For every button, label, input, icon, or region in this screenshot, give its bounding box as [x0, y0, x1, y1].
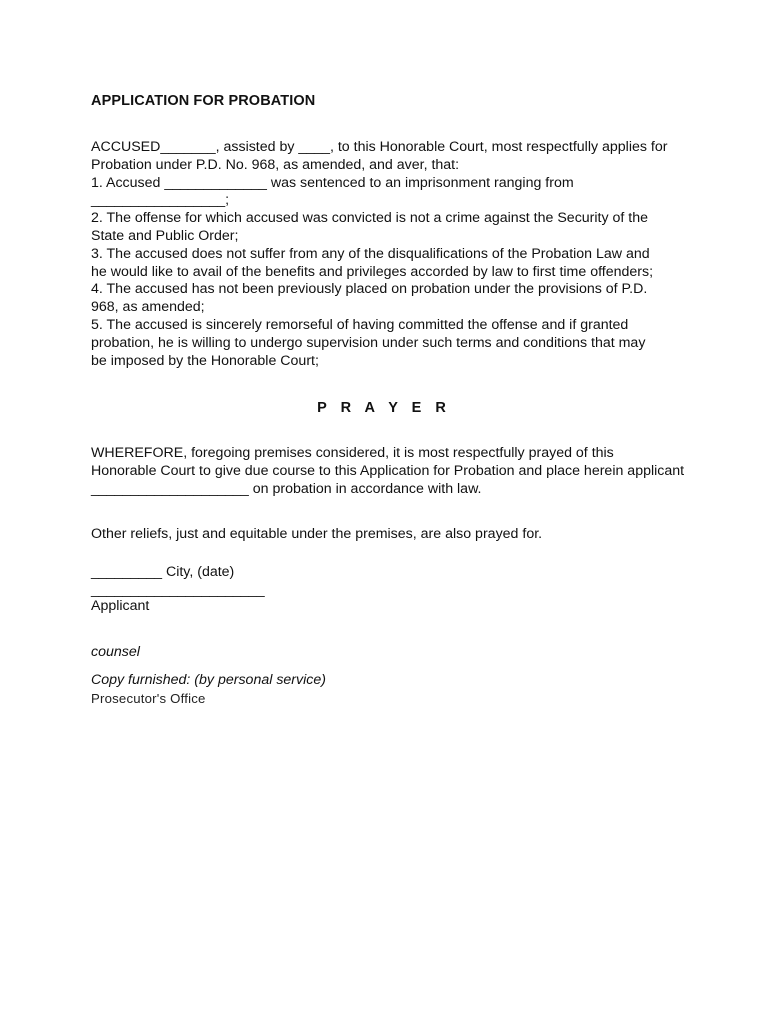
prayer-line: WHEREFORE, foregoing premises considered, it is most respectfully prayed of this — [91, 445, 614, 461]
body-line: Probation under P.D. No. 968, as amended, and aver, that: — [91, 156, 460, 173]
city-date-line: _________ City, (date) — [91, 564, 235, 580]
copy-furnished-label: Copy furnished: (by personal service) — [91, 672, 326, 688]
body-line: State and Public Order; — [91, 227, 239, 244]
prayer-line: Honorable Court to give due course to this Application for Probation and place herein applicant — [91, 462, 685, 479]
body-line: 1. Accused _____________ was sentenced to an imprisonment ranging from — [91, 174, 574, 191]
prayer-line: ____________________ on probation in accordance with law. — [91, 480, 482, 497]
prosecutor-office-label: Prosecutor's Office — [91, 691, 206, 706]
body-line: 3. The accused does not suffer from any of the disqualifications of the Probation Law and — [91, 245, 650, 262]
allegations-body — [91, 139, 691, 370]
prayer-heading: P R A Y E R — [317, 400, 451, 416]
body-line: be imposed by the Honorable Court; — [91, 352, 319, 369]
body-line: probation, he is willing to undergo supervision under such terms and conditions that may — [91, 334, 646, 351]
body-line: 4. The accused has not been previously placed on probation under the provisions of P.D. — [91, 281, 648, 298]
body-line: 968, as amended; — [91, 299, 205, 316]
signature-line: ______________________ — [91, 582, 265, 598]
other-reliefs-text: Other reliefs, just and equitable under the premises, are also prayed for. — [91, 526, 543, 542]
counsel-label: counsel — [91, 644, 140, 660]
body-line: he would like to avail of the benefits and privileges accorded by law to first time offenders; — [91, 263, 654, 280]
document-title: APPLICATION FOR PROBATION — [91, 93, 316, 109]
body-line: 2. The offense for which accused was convicted is not a crime against the Security of the — [91, 210, 649, 227]
body-line: 5. The accused is sincerely remorseful of having committed the offense and if granted — [91, 316, 629, 333]
prayer-body — [91, 445, 711, 498]
applicant-label: Applicant — [91, 598, 150, 614]
body-line: ACCUSED_______, assisted by ____, to this Honorable Court, most respectfully applies for — [91, 139, 668, 155]
body-line: _________________; — [91, 192, 230, 209]
